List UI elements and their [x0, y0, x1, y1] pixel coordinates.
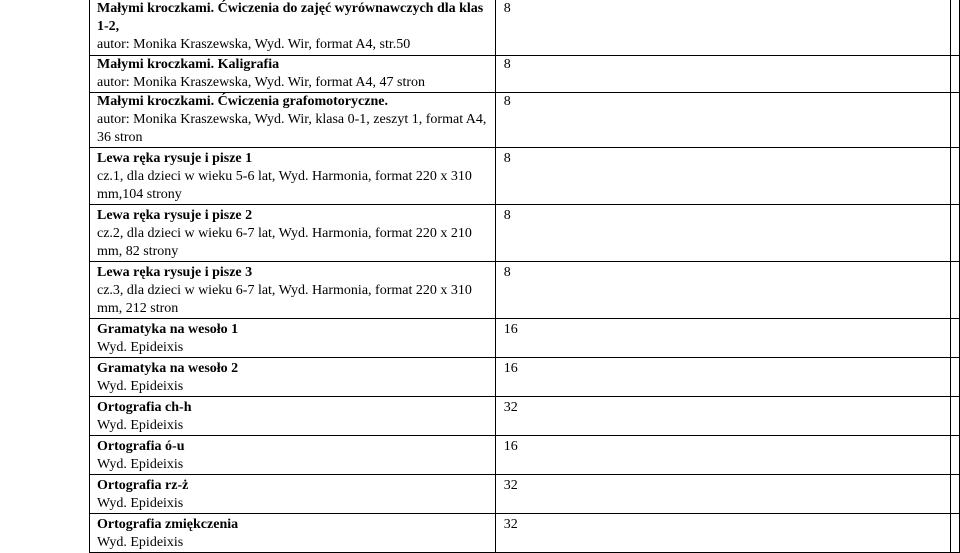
item-details: cz.2, dla dzieci w wieku 6-7 lat, Wyd. Harmonia, format 220 x 210 mm, 82 strony — [97, 226, 472, 259]
item-qty: 8 — [503, 94, 511, 109]
item-qty: 8 — [503, 151, 511, 166]
qty-cell — [495, 56, 950, 93]
qty-cell — [495, 514, 950, 553]
item-qty: 32 — [503, 478, 518, 493]
qty-cell — [495, 93, 950, 148]
item-title: Ortografia zmiękczenia — [97, 517, 239, 532]
table-row — [90, 514, 960, 553]
qty-cell — [495, 205, 950, 262]
item-details: Wyd. Epideixis — [97, 496, 184, 511]
item-qty: 16 — [503, 439, 518, 454]
table-row — [90, 319, 960, 358]
item-details: cz.1, dla dzieci w wieku 5-6 lat, Wyd. Harmonia, format 220 x 310 mm,104 strony — [97, 169, 472, 202]
item-title: Ortografia rz-ż — [97, 478, 189, 493]
item-details: autor: Monika Kraszewska, Wyd. Wir, format A4, str.50 — [97, 37, 411, 52]
item-cell — [90, 148, 496, 205]
item-details: Wyd. Epideixis — [97, 379, 184, 394]
item-details: Wyd. Epideixis — [97, 418, 184, 433]
qty-cell — [495, 358, 950, 397]
item-cell — [90, 397, 496, 436]
qty-cell — [495, 436, 950, 475]
qty-cell — [495, 262, 950, 319]
item-cell — [90, 56, 496, 93]
table-row — [90, 262, 960, 319]
item-qty: 16 — [503, 322, 518, 337]
item-cell — [90, 205, 496, 262]
item-qty: 8 — [503, 1, 511, 16]
qty-cell — [495, 0, 950, 56]
item-title: Lewa ręka rysuje i pisze 3 — [97, 265, 253, 280]
qty-cell — [495, 475, 950, 514]
item-qty: 8 — [503, 57, 511, 72]
product-table — [89, 0, 960, 553]
item-qty: 8 — [503, 208, 511, 223]
table-row — [90, 397, 960, 436]
item-qty: 16 — [503, 361, 518, 376]
item-title: Małymi kroczkami. Kaligrafia — [97, 57, 280, 72]
item-details: cz.3, dla dzieci w wieku 6-7 lat, Wyd. Harmonia, format 220 x 310 mm, 212 stron — [97, 283, 472, 316]
table-row — [90, 436, 960, 475]
item-cell — [90, 262, 496, 319]
item-title: Ortografia ó-u — [97, 439, 185, 454]
item-title: Lewa ręka rysuje i pisze 2 — [97, 208, 253, 223]
table-row — [90, 148, 960, 205]
table-row — [90, 93, 960, 148]
item-cell — [90, 358, 496, 397]
item-qty: 8 — [503, 265, 511, 280]
item-qty: 32 — [503, 400, 518, 415]
item-cell — [90, 475, 496, 514]
table-row — [90, 475, 960, 514]
item-cell — [90, 93, 496, 148]
item-details: Wyd. Epideixis — [97, 457, 184, 472]
item-cell — [90, 319, 496, 358]
item-title: Małymi kroczkami. Ćwiczenia grafomotoryczne. — [97, 94, 388, 109]
table-row — [90, 56, 960, 93]
table-row — [90, 205, 960, 262]
item-details: Wyd. Epideixis — [97, 340, 184, 355]
item-details: autor: Monika Kraszewska, Wyd. Wir, format A4, 47 stron — [97, 75, 426, 90]
item-title: Gramatyka na wesoło 1 — [97, 322, 239, 337]
qty-cell — [495, 148, 950, 205]
table-row — [90, 358, 960, 397]
item-details: Wyd. Epideixis — [97, 535, 184, 550]
item-cell — [90, 0, 496, 56]
item-title: Ortografia ch-h — [97, 400, 192, 415]
item-title: Małymi kroczkami. Ćwiczenia do zajęć wyrównawczych dla klas 1-2, — [97, 1, 484, 34]
qty-cell — [495, 319, 950, 358]
item-cell — [90, 436, 496, 475]
qty-cell — [495, 397, 950, 436]
item-details: autor: Monika Kraszewska, Wyd. Wir, klasa 0-1, zeszyt 1, format A4, 36 stron — [97, 112, 487, 145]
item-qty: 32 — [503, 517, 518, 532]
item-cell — [90, 514, 496, 553]
item-title: Lewa ręka rysuje i pisze 1 — [97, 151, 253, 166]
table-row — [90, 0, 960, 56]
item-title: Gramatyka na wesoło 2 — [97, 361, 239, 376]
